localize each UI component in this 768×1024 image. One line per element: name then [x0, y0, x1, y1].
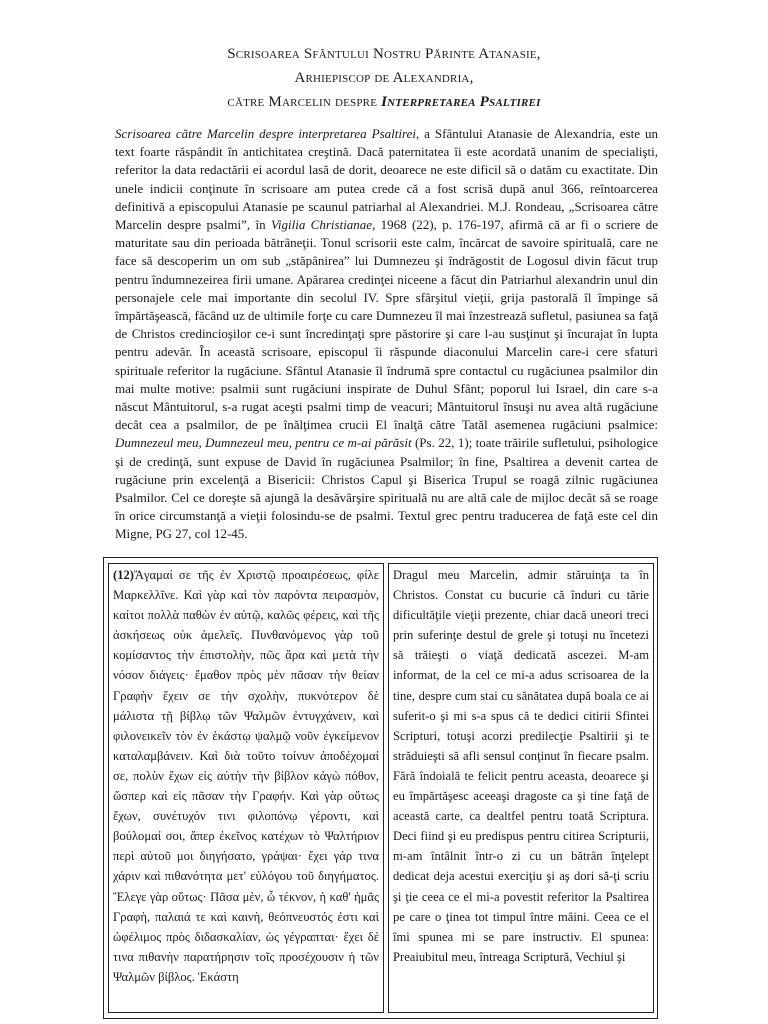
- romanian-text: Dragul meu Marcelin, admir stăruinţa ta în Christos. Constat cu bucurie că înduri cu tărie dificultăţile vieţii prezente, chiar dacă uneori treci prin suferinţe destul de grele şi totuşi nu încetezi să trăieşti o viaţă dedicată ascezei. M-am informat, de la cel ce mi-a adus scrisoarea de la tine, despre cum stai cu sănătatea după boala ce ai suferit-o şi mi s-a spus că te dedici citirii Sfintei Scripturi, totuşi acorzi predilecţie Psaltirii şi te străduieşti să afli sensul conţinut în fiecare psalm. Fără îndoială te felicit pentru aceasta, deoarece şi eu împărtăşesc aceeaşi dragoste ca şi tine faţă de această carte, ca dealtfel pentru toată Scriptura. Deci fiind şi eu predispus pentru citirea Scripturii, m-am întâlnit într-o zi cu un bătrân înţelept dedicat deja acestui exerciţiu şi aş dori să-ţi scriu şi ţie ceea ce el mi-a povestit referitor la Psaltirea pe care o ţinea tot timpul între mâini. Ceea ce el îmi spunea mi se pare instructiv. El spunea: Preaiubitul meu, întreaga Scriptură, Vechiul şi: [393, 568, 649, 964]
- intro-paragraph: [115, 125, 658, 544]
- greek-section-marker: (12): [113, 568, 134, 582]
- intro-italic-journal: Vigilia Christianae: [270, 217, 373, 233]
- document-title: [0, 42, 768, 114]
- title-line-1: Scrisoarea Sfântului Nostru Părinte Atanasie,: [227, 46, 541, 62]
- intro-italic-quote: Dumnezeul meu, Dumnezeul meu, pentru ce m-ai părăsit: [115, 435, 412, 451]
- title-line-3-emphasis: Interpretarea Psaltirei: [381, 94, 541, 110]
- greek-text: Ἄγαμαί σε τῆς ἐν Χριστῷ προαιρέσεως, φίλε Μαρκελλῖνε. Καὶ γὰρ καὶ τὸν παρόντα πειρασμὸν, καίτοι πολλὰ παθὼν ἐν αὐτῷ, καλῶς φέρεις, καὶ τῆς ἀσκήσεως οὐκ ἀμελεῖς. Πυνθανόμενος γὰρ τοῦ κομίσαντος τὴν ἐπιστολὴν, πῶς ἄρα καὶ μετὰ τὴν νόσον διάγεις· ἔμαθον πρὸς μὲν πᾶσαν τὴν θείαν Γραφὴν ἔχειν σε τὴν σχολὴν, πυκνότερον δὲ μάλιστα τῇ βίβλῳ τῶν Ψαλμῶν ἐντυγχάνειν, καὶ φιλονεικεῖν τὸν ἐν ἑκάστῳ ψαλμῷ νοῦν ἐγκείμενον καταλαμβάνειν. Καὶ διὰ τοῦτο τοίνυν ἀποδέχομαί σε, πολὺν ἔχων εἰς αὐτὴν τὴν βίβλον κἀγὼ πόθον, ὥσπερ καὶ εἰς πᾶσαν τὴν Γραφήν. Καὶ γὰρ οὕτως ἔχων, συνέτυχόν τινι φιλοπόνῳ γέροντι, καὶ βούλομαί σοι, ἅπερ ἐκεῖνος κατέχων τὸ Ψαλτήριον περὶ αὐτοῦ μοι διηγήσατο, γράψαι· ἔχει γάρ τινα χάριν καὶ πιθανότητα μετ' εὐλόγου τοῦ διηγήματος. Ἔλεγε γὰρ οὕτως· Πᾶσα μὲν, ὦ τέκνον, ἡ καθ' ἡμᾶς Γραφὴ, παλαιά τε καὶ καινὴ, θεόπνευστός ἐστι καὶ ὠφέλιμος πρὸς διδασκαλίαν, ὡς γέγραπται· ἔχει δέ τινα πιθανὴν παρατήρησιν τοῖς προσέχουσιν ἡ τῶν Ψαλμῶν βίβλος. Ἑκάστη: [113, 568, 379, 984]
- title-line-3: [0, 90, 768, 114]
- intro-text-2: , 1968 (22), p. 176-197, afirmă că ar fi o scriere de maturitate sau din perioada bătrâneţii. Tonul scrisorii este calm, încărcat de savoire spirituală, care ne face să descoperim un om sub „stăpânirea” lui Dumnezeu şi îndrăgostit de Logosul divin făcut trup pentru îndumnezeirea firii umane. Apărarea credinţei niceene a făcut din Patriarhul alexandrin unul din personajele cele mai importante din secolul IV. Spre sfârşitul vieţii, grija pastorală îl împinge să împărtăşească, făcând uz de ultimile forţe cu care Dumnezeu îl mai înzestrează sufletul, pasiunea sa faţă de Christos credincioşilor ce-i sunt încredinţaţi spre păstorire şi care l-au susţinut şi încurajat în lupta pentru adevăr. În această scrisoare, episcopul îi răspunde diaconului Marcelin care-i cere sfaturi spirituale referitor la rugăciune. Sfântul Atanasie îl îndrumă spre contactul cu rugăciunea psalmilor din mai multe motive: psalmii sunt rugăciuni inspirate de Duhul Sfânt; poporul lui Israel, din care s-a născut Mântuitorul, s-a rugat aceşti psalmi timp de veacuri; Mântuitorul însuşi nu avea altă rugăciune decât cea a psalmilor, de pe înălţimea crucii El înalţă către Tatăl asemenea rugăciuni psalmice:: [115, 217, 658, 433]
- intro-italic-title: Scrisoarea către Marcelin despre interpretarea Psaltirei: [115, 126, 416, 141]
- romanian-text-cell: [388, 563, 654, 1013]
- intro-text-1: , a Sfântului Atanasie de Alexandria, este un text foarte răspândit în antichitatea creştină. Dacă paternitatea îi este acordată unanim de specialişti, referitor la data redactării ei acordul lasă de dorit, deoarece ne este dificil să o datăm cu exactitate. Din unele indicii conţinute în scrisoare am putea crede că a fost scrisă după anul 366, reîntoarcerea definitivă a episcopului Atanasie pe scaunul patriarhal al Alexandriei. M.J. Rondeau, „Scrisoarea către Marcelin despre psalmi”, în: [115, 126, 658, 233]
- title-line-3-prefix: către Marcelin despre: [227, 94, 382, 110]
- intro-text-3: (Ps. 22, 1); toate trăirile sufletului, psihologice şi de credinţă, sunt expuse de David în rugăciunea Psalmilor; în fine, Psaltirea a devenit cartea de rugăciune prin excelenţă a Bisericii: Christos Capul şi Biserica Trupul se roagă zilnic rugăciunea Psalmilor. Cel ce doreşte să ajungă la desăvârşire spirituală nu are altă cale de mijloc decât să se roage în orice circumstanţă a vieţii folosindu-se de psalmi. Textul grec pentru traducerea de faţă este cel din Migne, PG 27, col 12-45.: [115, 435, 658, 542]
- parallel-text-table: [103, 557, 658, 1019]
- greek-text-cell: [108, 563, 384, 1013]
- title-line-2: Arhiepiscop de Alexandria,: [294, 70, 474, 86]
